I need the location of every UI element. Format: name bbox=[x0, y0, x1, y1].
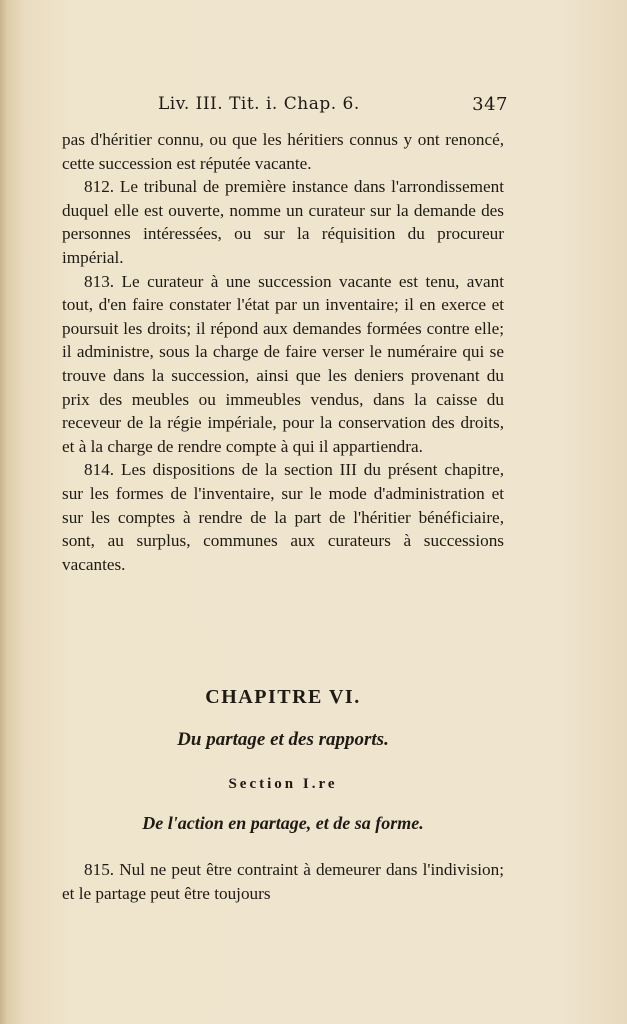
page-number: 347 bbox=[472, 94, 508, 115]
running-title: Liv. III. Tit. i. Chap. 6. bbox=[158, 94, 360, 114]
article-814: 814. Les dispositions de la section III du présent chapitre, sur les formes de l'inventaire, sur le mode d'administration et sur les comptes à rendre de la part de l'héritier bénéficiaire, sont, au surplus, communes aux curateurs à successions vacantes. bbox=[62, 460, 504, 574]
article-812: 812. Le tribunal de première instance dans l'arrondissement duquel elle est ouverte, nomme un curateur sur la demande des personnes intéressées, ou sur la réquisition du procureur impérial. bbox=[62, 177, 504, 267]
continuation-paragraph: pas d'héritier connu, ou que les héritiers connus y ont renoncé, cette succession est réputée vacante. bbox=[62, 130, 504, 173]
article-813: 813. Le curateur à une succession vacante est tenu, avant tout, d'en faire constater l'état par un inventaire; il en exerce et poursuit les droits; il répond aux demandes formées contre elle; il administre, sous la charge de faire verser le numéraire qui se trouve dans la succession, ainsi que les deniers provenant du prix des meubles ou immeubles vendus, dans la caisse du receveur de la régie impériale, pour la conservation des droits, et à la charge de rendre compte à qui il appartiendra. bbox=[62, 271, 504, 456]
article-815: 815. Nul ne peut être contraint à demeurer dans l'indivision; et le partage peut être toujours bbox=[62, 860, 504, 903]
body-text-continued bbox=[62, 858, 504, 905]
section-subtitle: De l'action en partage, et de sa forme. bbox=[142, 813, 424, 833]
page-gutter bbox=[0, 0, 8, 1024]
body-text bbox=[62, 128, 504, 576]
chapter-subtitle: Du partage et des rapports. bbox=[177, 729, 389, 750]
section-title: Section I.re bbox=[228, 776, 338, 792]
chapter-title: CHAPITRE VI. bbox=[205, 686, 361, 708]
